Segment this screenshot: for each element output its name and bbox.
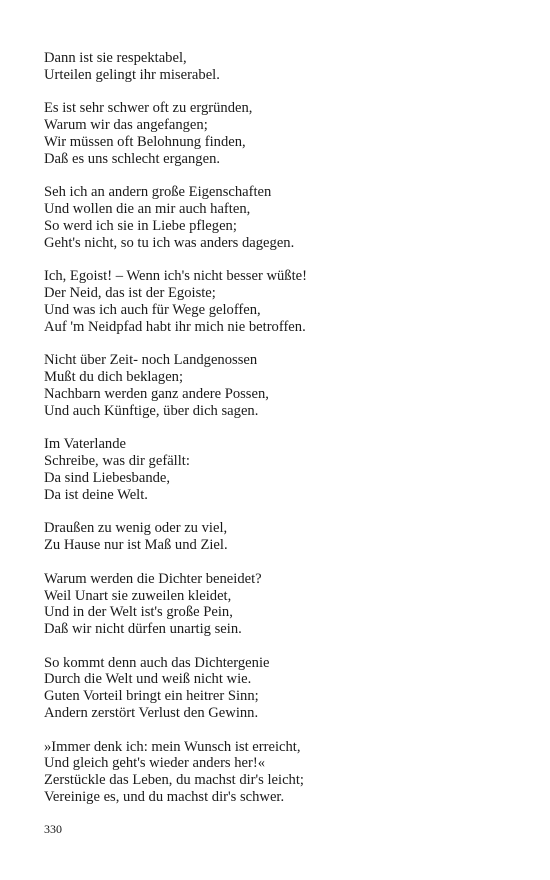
stanza — [44, 184, 514, 251]
poem-line: Daß wir nicht dürfen unartig sein. — [44, 621, 242, 638]
page-number: 330 — [44, 822, 62, 836]
poem-line: Seh ich an andern große Eigenschaften — [44, 184, 272, 201]
poem-line: Draußen zu wenig oder zu viel, — [44, 520, 228, 537]
poem-line: Und gleich geht's wieder anders her!« — [44, 755, 266, 772]
poem-line: Zu Hause nur ist Maß und Ziel. — [44, 537, 228, 554]
poem-line: Zerstückle das Leben, du machst dir's leicht; — [44, 772, 304, 789]
poem-line: Auf 'm Neidpfad habt ihr mich nie betroffen. — [44, 318, 306, 335]
poem-line: Daß es uns schlecht ergangen. — [44, 150, 221, 167]
poem-line: Guten Vorteil bringt ein heitrer Sinn; — [44, 688, 259, 705]
poem-line: So kommt denn auch das Dichtergenie — [44, 654, 270, 671]
poem-line: Durch die Welt und weiß nicht wie. — [44, 671, 252, 688]
poem-line: Nachbarn werden ganz andere Possen, — [44, 385, 269, 402]
stanza — [44, 436, 514, 503]
poem-line: So werd ich sie in Liebe pflegen; — [44, 217, 237, 234]
stanza — [44, 50, 514, 84]
poem-line: »Immer denk ich: mein Wunsch ist erreicht, — [44, 738, 301, 755]
stanza — [44, 655, 514, 722]
stanza — [44, 571, 514, 638]
poem-line: Da ist deine Welt. — [44, 486, 148, 503]
stanza — [44, 100, 514, 167]
poem-line: Wir müssen oft Belohnung finden, — [44, 133, 246, 150]
poem-line: Dann ist sie respektabel, — [44, 50, 187, 66]
poem-line: Es ist sehr schwer oft zu ergründen, — [44, 100, 253, 117]
poem-line: Im Vaterlande — [44, 436, 126, 453]
poem-line: Und was ich auch für Wege geloffen, — [44, 301, 261, 318]
poem-line: Vereinige es, und du machst dir's schwer. — [44, 789, 285, 806]
poem-line: Geht's nicht, so tu ich was anders dagegen. — [44, 234, 295, 251]
poem-line: Warum wir das angefangen; — [44, 117, 208, 134]
stanza — [44, 352, 514, 419]
poem-line: Da sind Liebesbande, — [44, 469, 171, 486]
stanza — [44, 520, 514, 554]
poem-body — [44, 50, 514, 806]
poem-line: Und wollen die an mir auch haften, — [44, 201, 251, 218]
stanza — [44, 268, 514, 335]
poem-line: Und in der Welt ist's große Pein, — [44, 604, 233, 621]
poem-line: Weil Unart sie zuweilen kleidet, — [44, 587, 232, 604]
poem-line: Schreibe, was dir gefällt: — [44, 453, 190, 470]
poem-line: Und auch Künftige, über dich sagen. — [44, 402, 259, 419]
poem-line: Ich, Egoist! – Wenn ich's nicht besser wüßte! — [44, 268, 308, 285]
poem-line: Urteilen gelingt ihr miserabel. — [44, 66, 220, 83]
poem-line: Andern zerstört Verlust den Gewinn. — [44, 705, 259, 722]
stanza — [44, 739, 514, 806]
poem-line: Der Neid, das ist der Egoiste; — [44, 285, 216, 302]
poem-line: Nicht über Zeit- noch Landgenossen — [44, 352, 258, 369]
poem-line: Warum werden die Dichter beneidet? — [44, 570, 262, 587]
poem-line: Mußt du dich beklagen; — [44, 369, 184, 386]
